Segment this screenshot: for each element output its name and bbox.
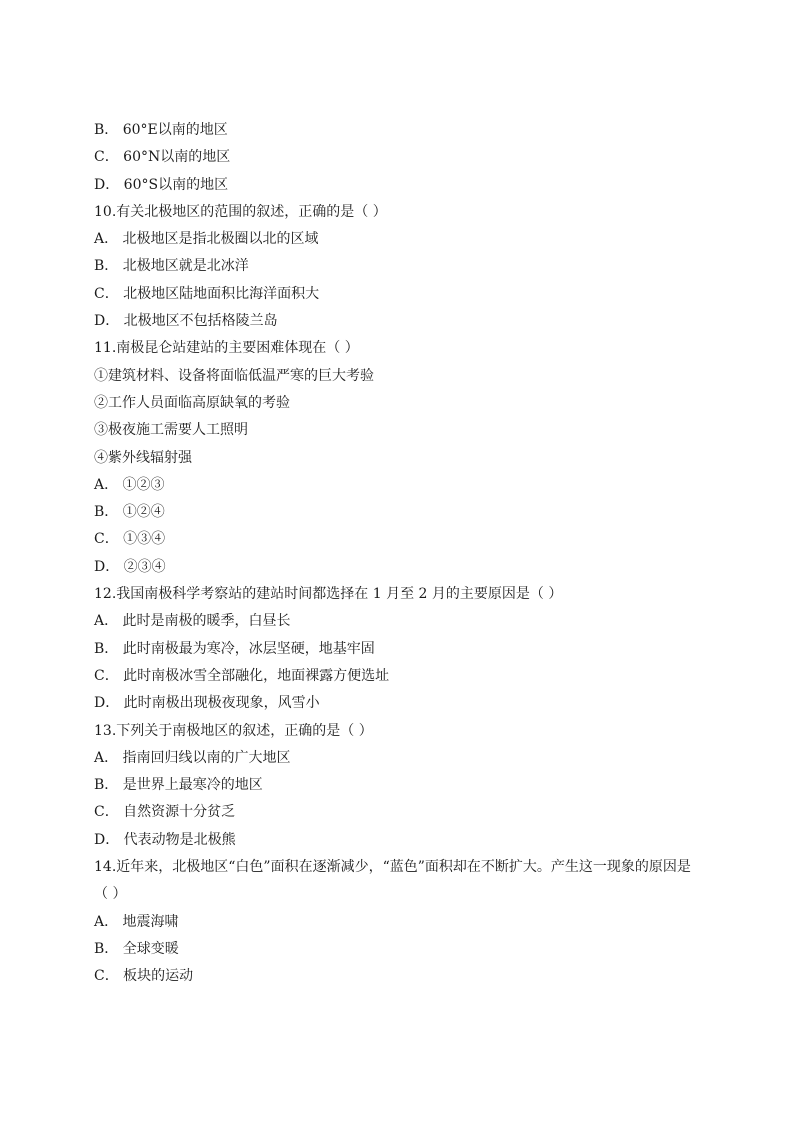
q10-option-d: D． 北极地区不包括格陵兰岛 bbox=[94, 313, 278, 330]
q11-statement-2: ②工作人员面临高原缺氧的考验 bbox=[94, 394, 290, 411]
q14-stem-line-2: （ ） bbox=[94, 886, 127, 903]
q9-option-d: D． 60°S以南的地区 bbox=[94, 176, 229, 193]
q12-option-c: C． 此时南极冰雪全部融化，地面裸露方便选址 bbox=[94, 667, 390, 684]
q10-stem: 10.有关北极地区的范围的叙述，正确的是（ ） bbox=[94, 203, 387, 220]
q12-option-d: D． 此时南极出现极夜现象，风雪小 bbox=[94, 695, 320, 712]
q13-option-d: D． 代表动物是北极熊 bbox=[94, 831, 236, 848]
q11-stem: 11.南极昆仑站建站的主要困难体现在（ ） bbox=[94, 340, 359, 357]
q9-option-b: B． 60°E以南的地区 bbox=[94, 122, 228, 138]
question-13 bbox=[94, 718, 714, 854]
q11-option-c: C． ①③④ bbox=[94, 531, 166, 548]
q12-option-b: B． 此时南极最为寒冷，冰层坚硬，地基牢固 bbox=[94, 640, 375, 657]
question-9-tail bbox=[94, 117, 714, 199]
q12-option-a: A． 此时是南极的暖季，白昼长 bbox=[94, 613, 291, 630]
q13-option-a: A． 指南回归线以南的广大地区 bbox=[94, 749, 291, 766]
q9-option-c: C． 60°N以南的地区 bbox=[94, 149, 231, 166]
q14-option-c: C． 板块的运动 bbox=[94, 968, 194, 985]
question-11 bbox=[94, 335, 714, 581]
q13-option-b: B． 是世界上最寒冷的地区 bbox=[94, 777, 263, 794]
q11-statement-4: ④紫外线辐射强 bbox=[94, 449, 192, 466]
q13-option-c: C． 自然资源十分贫乏 bbox=[94, 804, 236, 821]
q10-option-a: A． 北极地区是指北极圈以北的区域 bbox=[94, 231, 319, 248]
q10-option-b: B． 北极地区就是北冰洋 bbox=[94, 258, 249, 275]
q11-statement-1: ①建筑材料、设备将面临低温严寒的巨大考验 bbox=[94, 367, 374, 384]
q12-stem: 12.我国南极科学考察站的建站时间都选择在 1 月至 2 月的主要原因是（ ） bbox=[94, 586, 563, 603]
document-page bbox=[94, 117, 714, 991]
q10-option-c: C． 北极地区陆地面积比海洋面积大 bbox=[94, 285, 320, 302]
q11-option-b: B． ①②④ bbox=[94, 504, 165, 521]
q14-stem-line-1: 14.近年来，北极地区“白色”面积在逐渐减少，“蓝色”面积却在不断扩大。产生这一现象的原因是 bbox=[94, 859, 691, 876]
q14-option-b: B． 全球变暖 bbox=[94, 940, 179, 957]
q11-option-a: A． ①②③ bbox=[94, 476, 165, 493]
q14-option-a: A． 地震海啸 bbox=[94, 913, 179, 930]
question-12 bbox=[94, 581, 714, 717]
q11-option-d: D． ②③④ bbox=[94, 558, 166, 575]
question-10 bbox=[94, 199, 714, 335]
q11-statement-3: ③极夜施工需要人工照明 bbox=[94, 422, 248, 439]
question-14 bbox=[94, 854, 714, 990]
q13-stem: 13.下列关于南极地区的叙述，正确的是（ ） bbox=[94, 722, 373, 739]
